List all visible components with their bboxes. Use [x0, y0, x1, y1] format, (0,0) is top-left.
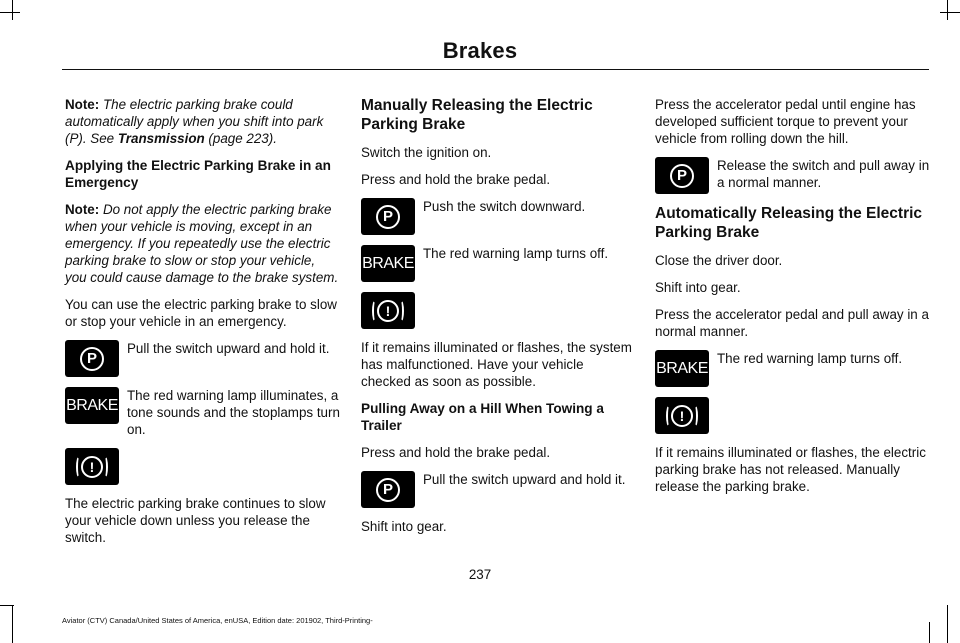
- step-text: The red warning lamp turns off.: [717, 351, 903, 366]
- crop-mark: [12, 605, 13, 643]
- paragraph: Shift into gear.: [655, 280, 741, 295]
- brake-warning-icon: BRAKE: [361, 245, 415, 282]
- brake-exclamation-icon: !: [655, 397, 709, 434]
- page-title: Brakes: [442, 38, 518, 63]
- note-emergency: Note: Do not apply the electric parking brake when your vehicle is moving, except in an emergency. If you repeatedly use the electric parking brake to slow or stop your vehicle, you could cause damage to the brake system.: [65, 202, 339, 285]
- section-heading-emergency: Applying the Electric Parking Brake in an Emergency: [65, 158, 331, 190]
- crop-mark: [929, 622, 930, 643]
- section-heading-auto-release: Automatically Releasing the Electric Parking Brake: [655, 205, 923, 241]
- crop-mark: [947, 605, 948, 643]
- crop-mark: [0, 12, 20, 13]
- column-1: [65, 96, 340, 556]
- paragraph: Switch the ignition on.: [361, 145, 492, 160]
- brake-exclamation-icon: !: [361, 292, 415, 329]
- paragraph: Press the accelerator pedal and pull away in a normal manner.: [655, 307, 929, 339]
- icon-step: [361, 198, 636, 235]
- parking-brake-icon: P: [361, 471, 415, 508]
- icon-step: [361, 292, 636, 329]
- parking-brake-icon: P: [65, 340, 119, 377]
- brake-warning-icon: BRAKE: [655, 350, 709, 387]
- step-text: The red warning lamp turns off.: [423, 246, 609, 261]
- section-heading-hill-towing: Pulling Away on a Hill When Towing a Trailer: [361, 401, 604, 433]
- icon-step: [361, 471, 636, 508]
- page-number: 237: [468, 567, 492, 582]
- step-text: Pull the switch upward and hold it.: [127, 341, 330, 356]
- brake-warning-icon: BRAKE: [65, 387, 119, 424]
- paragraph: If it remains illuminated or flashes, the system has malfunctioned. Have your vehicle checked as soon as possible.: [361, 340, 632, 389]
- brake-exclamation-icon: !: [65, 448, 119, 485]
- paragraph: Press and hold the brake pedal.: [361, 172, 551, 187]
- icon-step: [65, 387, 340, 438]
- column-2: [361, 96, 636, 545]
- icon-step: [655, 157, 930, 194]
- paragraph: Close the driver door.: [655, 253, 783, 268]
- footer-edition: Aviator (CTV) Canada/United States of America, enUSA, Edition date: 201902, Third-Printing-: [62, 616, 373, 625]
- icon-step: [655, 397, 930, 434]
- paragraph: Shift into gear.: [361, 519, 447, 534]
- icon-step: [65, 340, 340, 377]
- crop-mark: [12, 0, 13, 20]
- section-heading-manual-release: Manually Releasing the Electric Parking Brake: [361, 97, 593, 133]
- paragraph: If it remains illuminated or flashes, the electric parking brake has not released. Manually release the parking brake.: [655, 445, 926, 494]
- step-text: Pull the switch upward and hold it.: [423, 472, 626, 487]
- step-text: The red warning lamp illuminates, a tone sounds and the stoplamps turn on.: [127, 388, 340, 437]
- header-divider: [62, 69, 929, 70]
- parking-brake-icon: P: [655, 157, 709, 194]
- step-text: Release the switch and pull away in a normal manner.: [717, 158, 930, 190]
- note-transmission: Note: The electric parking brake could automatically apply when you shift into park (P). See Transmission (page 223).: [65, 97, 324, 146]
- paragraph: Press and hold the brake pedal.: [361, 445, 551, 460]
- paragraph: Press the accelerator pedal until engine has developed sufficient torque to prevent your vehicle from rolling down the hill.: [655, 97, 916, 146]
- icon-step: [655, 350, 930, 387]
- crop-mark: [940, 12, 960, 13]
- icon-step: [361, 245, 636, 282]
- transmission-link[interactable]: Transmission: [117, 131, 205, 146]
- crop-mark: [0, 605, 14, 606]
- crop-mark: [947, 0, 948, 20]
- paragraph: You can use the electric parking brake to slow or stop your vehicle in an emergency.: [65, 297, 337, 329]
- parking-brake-icon: P: [361, 198, 415, 235]
- column-3: [655, 96, 930, 505]
- paragraph: The electric parking brake continues to slow your vehicle down unless you release the switch.: [65, 496, 326, 545]
- step-text: Push the switch downward.: [423, 199, 586, 214]
- icon-step: [65, 448, 340, 485]
